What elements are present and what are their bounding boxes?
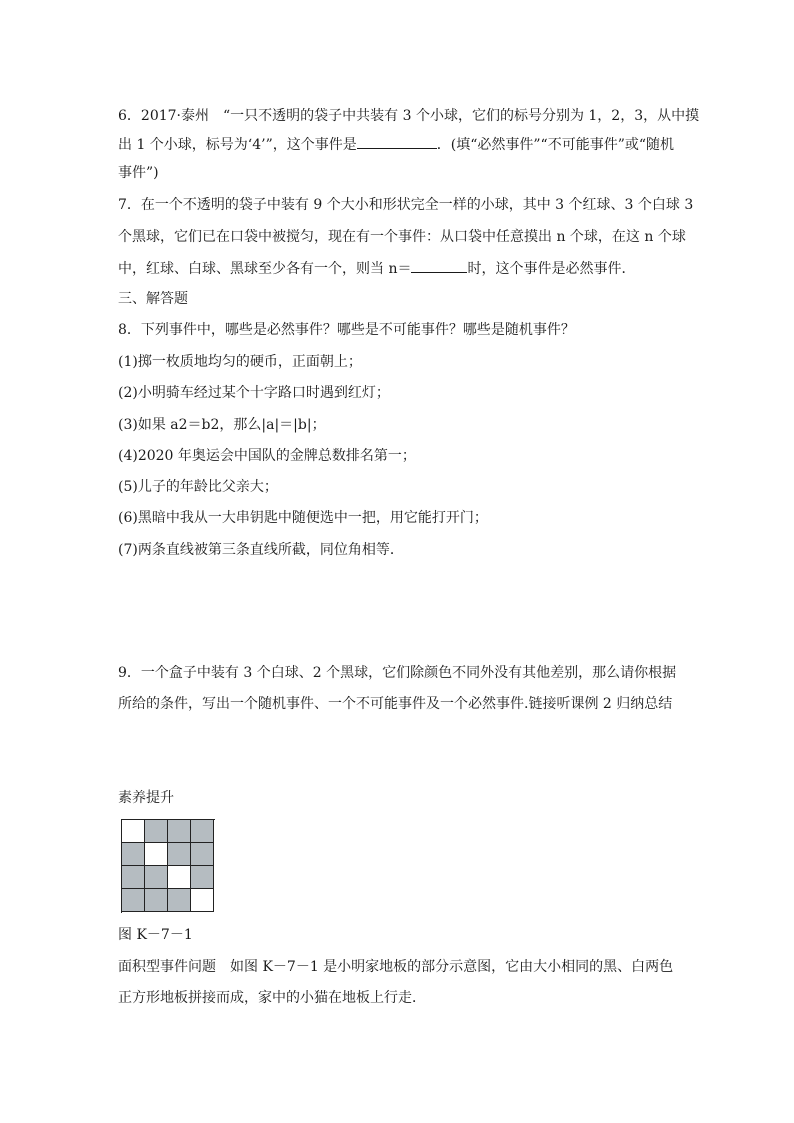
q8-item-1: (1)掷一枚质地均匀的硬币，正面朝上；: [118, 354, 362, 370]
q6-line-1: 6．2017·泰州 “一只不透明的袋子中共装有 3 个小球，它们的标号分别为 1，2，3，从中摸: [118, 108, 700, 124]
q8-stem: 8．下列事件中，哪些是必然事件？哪些是不可能事件？哪些是随机事件？: [118, 322, 575, 338]
q7-line-2: 个黑球，它们已在口袋中被搅匀，现在有一个事件：从口袋中任意摸出 n 个球，在这 n 个球: [118, 229, 686, 245]
floor-tile-white: [122, 820, 145, 843]
extension-line-1: 面积型事件问题 如图 K－7－1 是小明家地板的部分示意图，它由大小相同的黑、白两色: [118, 959, 674, 975]
q8-item-2: (2)小明骑车经过某个十字路口时遇到红灯；: [118, 385, 390, 401]
q9-line-1: 9．一个盒子中装有 3 个白球、2 个黑球，它们除颜色不同外没有其他差别，那么请你根据: [118, 665, 677, 681]
q6-answer-blank[interactable]: [357, 135, 437, 149]
q7-line-3-text-a: 中，红球、白球、黑球至少各有一个，则当 n＝: [118, 261, 412, 277]
floor-tile-dark: [168, 820, 191, 843]
extension-line-2: 正方形地板拼接而成，家中的小猫在地板上行走．: [118, 990, 426, 1006]
floor-tile-white: [168, 866, 191, 889]
q6-line-2: [118, 135, 698, 154]
figure-caption: 图 K－7－1: [118, 927, 193, 943]
floor-tile-dark: [191, 843, 214, 866]
q8-item-3: (3)如果 a2＝b2，那么|a|＝|b|；: [118, 417, 326, 433]
floor-tile-dark: [168, 889, 191, 912]
floor-tile-white: [191, 889, 214, 912]
q8-item-4: (4)2020 年奥运会中国队的金牌总数排名第一；: [118, 448, 416, 464]
q9-line-2: 所给的条件，写出一个随机事件、一个不可能事件及一个必然事件.链接听课例 2 归纳总结: [118, 696, 673, 712]
floor-tile-dark: [145, 866, 168, 889]
floor-tile-dark: [122, 843, 145, 866]
q6-line-2-text-a: 出 1 个小球，标号为‘4’”，这个事件是: [118, 137, 357, 153]
floor-tile-dark: [168, 843, 191, 866]
q8-item-7: (7)两条直线被第三条直线所截，同位角相等．: [118, 542, 404, 558]
q7-line-1: 7．在一个不透明的袋子中装有 9 个大小和形状完全一样的小球，其中 3 个红球、3 个白球 3: [118, 197, 694, 213]
floor-tile-dark: [145, 889, 168, 912]
floor-tile-dark: [191, 866, 214, 889]
floor-tile-figure: [121, 819, 215, 913]
q7-line-3: [118, 259, 698, 278]
q8-item-5: (5)儿子的年龄比父亲大；: [118, 479, 278, 495]
floor-tile-dark: [191, 820, 214, 843]
q7-answer-blank[interactable]: [411, 259, 467, 273]
floor-tile-dark: [122, 889, 145, 912]
floor-tile-dark: [145, 820, 168, 843]
q6-line-3: 事件”): [118, 165, 159, 181]
section-3-heading: 三、解答题: [118, 291, 188, 307]
extension-heading: 素养提升: [118, 790, 174, 806]
q6-line-2-text-b: ．(填“必然事件”“不可能事件”或“随机: [436, 137, 675, 153]
floor-tile-white: [145, 843, 168, 866]
floor-tile-dark: [122, 866, 145, 889]
q8-item-6: (6)黑暗中我从一大串钥匙中随便选中一把，用它能打开门；: [118, 510, 488, 526]
q7-line-3-text-b: 时，这个事件是必然事件．: [467, 261, 636, 277]
